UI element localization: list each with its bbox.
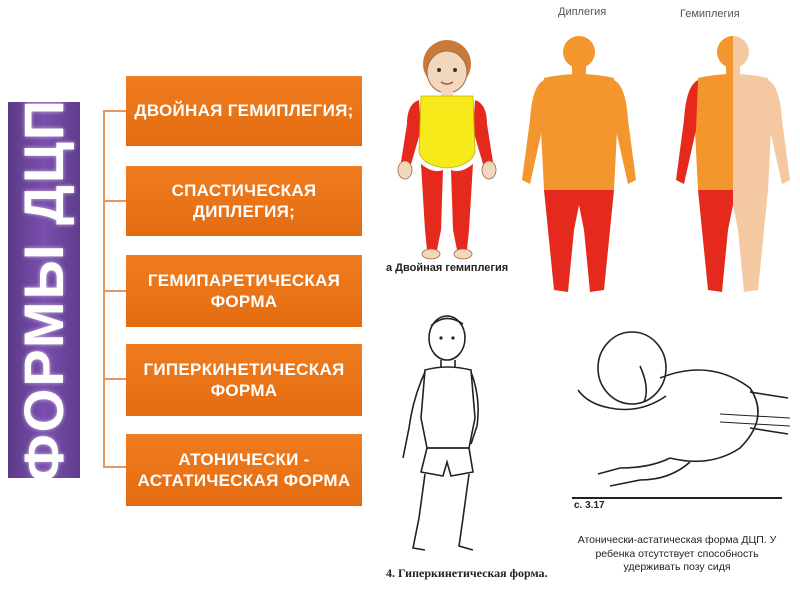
hyperkinetic-figure — [385, 308, 555, 568]
atonic-divider — [572, 497, 782, 499]
form-box-spastic-diplegia — [126, 166, 362, 236]
connector-tick-4 — [103, 378, 127, 380]
connector-tick-1 — [103, 110, 127, 112]
form-label: ГИПЕРКИНЕТИЧЕСКАЯ ФОРМА — [143, 359, 345, 400]
double-hemiplegia-figure — [385, 34, 535, 284]
form-label: ГЕМИПАРЕТИЧЕСКАЯ ФОРМА — [147, 270, 341, 311]
hemiplegia-figure — [668, 30, 798, 310]
double-hemiplegia-caption: а Двойная гемиплегия — [386, 262, 509, 274]
form-box-atonic-astatic — [126, 434, 362, 506]
connector-tick-2 — [103, 200, 127, 202]
connector-tick-3 — [103, 290, 127, 292]
form-box-double-hemiplegia — [126, 76, 362, 146]
connector-tick-5 — [103, 466, 127, 468]
form-label: АТОНИЧЕСКИ - АСТАТИЧЕСКАЯ ФОРМА — [137, 449, 351, 490]
diplegia-figure — [514, 30, 644, 310]
form-box-hemiparetic — [126, 255, 362, 327]
form-label: ДВОЙНАЯ ГЕМИПЛЕГИЯ; — [134, 101, 354, 121]
atonic-caption: Атонически-астатическая форма ДЦП. У ребенка отсутствует способность удерживать позу сидя — [577, 534, 777, 574]
form-box-hyperkinetic — [126, 344, 362, 416]
vertical-title: ФОРМЫ ДЦП — [12, 97, 75, 483]
form-label: СПАСТИЧЕСКАЯ ДИПЛЕГИЯ; — [171, 180, 317, 221]
hyperkinetic-caption: 4. Гиперкинетическая форма. — [386, 566, 548, 580]
atonic-astatic-figure — [570, 318, 795, 496]
atonic-figure-number: с. 3.17 — [574, 500, 605, 511]
hemiplegia-label: Гемиплегия — [680, 8, 740, 20]
diplegia-label: Диплегия — [558, 6, 607, 18]
